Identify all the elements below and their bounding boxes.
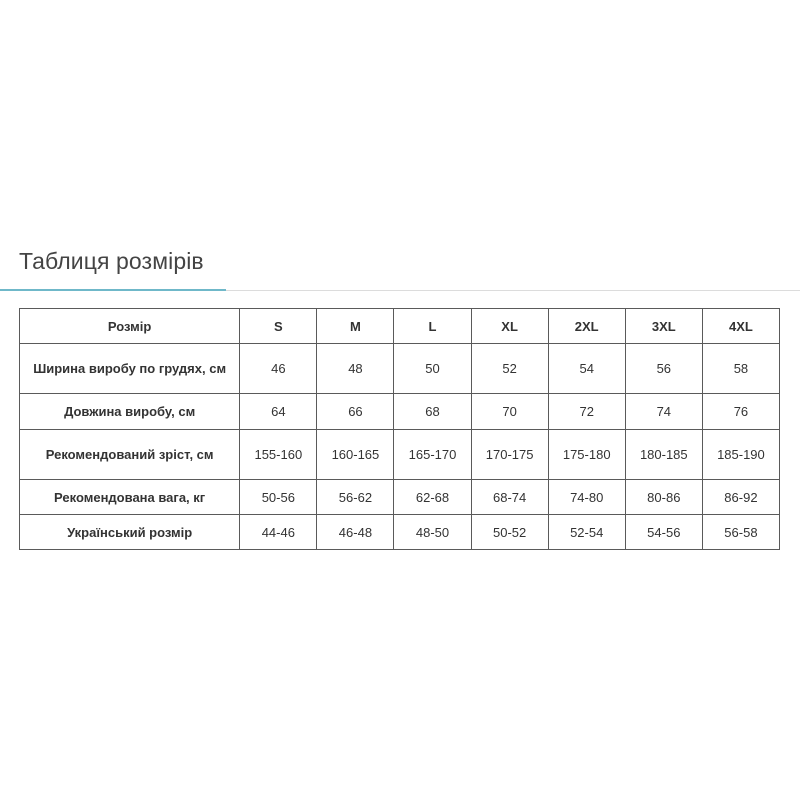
header-cell: 4XL: [702, 309, 779, 344]
table-cell: 50-52: [471, 515, 548, 550]
table-cell: 48-50: [394, 515, 471, 550]
table-cell: 56-58: [702, 515, 779, 550]
table-row: [20, 430, 780, 480]
table-cell: 50-56: [240, 480, 317, 515]
table-cell: 74-80: [548, 480, 625, 515]
table-row: [20, 344, 780, 394]
table-row: [20, 515, 780, 550]
table-cell: 64: [240, 394, 317, 430]
header-cell: 2XL: [548, 309, 625, 344]
table-cell: 50: [394, 344, 471, 394]
table-header-row: [20, 309, 780, 344]
size-table: [19, 308, 780, 550]
table-row: [20, 394, 780, 430]
table-cell: 52: [471, 344, 548, 394]
table-cell: 56-62: [317, 480, 394, 515]
title-underline-accent: [0, 289, 226, 291]
table-cell: 160-165: [317, 430, 394, 480]
table-cell: 66: [317, 394, 394, 430]
table-cell: 54: [548, 344, 625, 394]
table-cell: 70: [471, 394, 548, 430]
row-label: Рекомендована вага, кг: [20, 480, 240, 515]
table-cell: 48: [317, 344, 394, 394]
header-cell: 3XL: [625, 309, 702, 344]
row-label: Ширина виробу по грудях, см: [20, 344, 240, 394]
table-cell: 185-190: [702, 430, 779, 480]
table-cell: 72: [548, 394, 625, 430]
table-cell: 56: [625, 344, 702, 394]
table-row: [20, 480, 780, 515]
table-cell: 180-185: [625, 430, 702, 480]
table-cell: 165-170: [394, 430, 471, 480]
table-cell: 76: [702, 394, 779, 430]
table-cell: 86-92: [702, 480, 779, 515]
header-cell: S: [240, 309, 317, 344]
table-cell: 170-175: [471, 430, 548, 480]
header-cell: XL: [471, 309, 548, 344]
table-cell: 54-56: [625, 515, 702, 550]
page-title: Таблиця розмірів: [19, 248, 204, 274]
table-cell: 58: [702, 344, 779, 394]
table-cell: 44-46: [240, 515, 317, 550]
header-cell-size: Розмір: [20, 309, 240, 344]
table-cell: 46-48: [317, 515, 394, 550]
table-cell: 46: [240, 344, 317, 394]
table-cell: 175-180: [548, 430, 625, 480]
table-cell: 80-86: [625, 480, 702, 515]
table-cell: 68-74: [471, 480, 548, 515]
table-cell: 74: [625, 394, 702, 430]
table-cell: 52-54: [548, 515, 625, 550]
row-label: Український розмір: [20, 515, 240, 550]
row-label: Рекомендований зріст, см: [20, 430, 240, 480]
row-label: Довжина виробу, см: [20, 394, 240, 430]
table-cell: 155-160: [240, 430, 317, 480]
header-cell: M: [317, 309, 394, 344]
title-divider: [226, 290, 800, 291]
table-cell: 62-68: [394, 480, 471, 515]
header-cell: L: [394, 309, 471, 344]
table-cell: 68: [394, 394, 471, 430]
